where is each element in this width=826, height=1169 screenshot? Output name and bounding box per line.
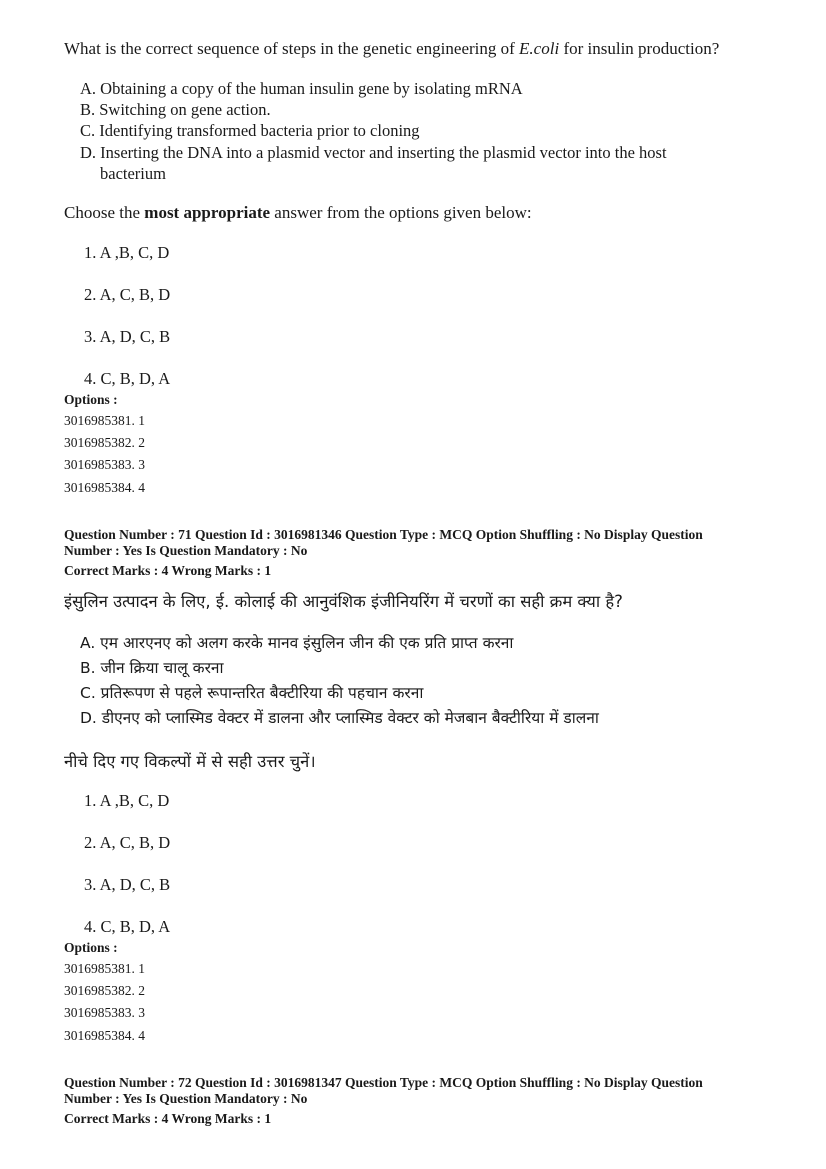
options-label: Options : bbox=[64, 940, 118, 955]
option-id-2: 3016985382. 2 bbox=[64, 435, 145, 450]
hindi-statement-d: D. डीएनए को प्लास्मिड वेक्टर में डालना और प्लास्मिड वेक्टर को मेजबान बैक्टीरिया में डालना bbox=[80, 709, 599, 727]
choose-instruction bbox=[64, 203, 532, 223]
hindi-question-text: इंसुलिन उत्पादन के लिए, ई. कोलाई की आनुवंशिक इंजीनियरिंग में चरणों का सही क्रम क्या है? bbox=[64, 592, 623, 611]
hindi-answer-option-4: 4. C, B, D, A bbox=[84, 917, 171, 936]
answer-option-2: 2. A, C, B, D bbox=[84, 285, 171, 304]
hindi-statement-c: C. प्रतिरूपण से पहले रूपान्तरित बैक्टीरिया की पहचान करना bbox=[80, 684, 424, 702]
options-label: Options : bbox=[64, 392, 118, 407]
hindi-choose-instruction: नीचे दिए गए विकल्पों में से सही उत्तर चुनें। bbox=[64, 752, 316, 771]
question-text bbox=[64, 39, 719, 59]
question-organism: E.coli bbox=[519, 39, 560, 58]
question-text-pre: What is the correct sequence of steps in the genetic engineering of bbox=[64, 39, 520, 58]
choose-bold: most appropriate bbox=[144, 203, 271, 222]
hindi-answer-option-2: 2. A, C, B, D bbox=[84, 833, 171, 852]
statement-b: B. Switching on gene action. bbox=[80, 100, 271, 119]
question-marks: Correct Marks : 4 Wrong Marks : 1 bbox=[64, 1111, 272, 1126]
hindi-answer-option-3: 3. A, D, C, B bbox=[84, 875, 171, 894]
statement-d-cont: bacterium bbox=[100, 164, 166, 183]
hindi-answer-option-1: 1. A ,B, C, D bbox=[84, 791, 170, 810]
choose-pre: Choose the bbox=[64, 203, 145, 222]
option-id-4: 3016985384. 4 bbox=[64, 1028, 145, 1043]
statement-d: D. Inserting the DNA into a plasmid vector and inserting the plasmid vector into the host bbox=[80, 143, 667, 162]
question-meta-line2: Number : Yes Is Question Mandatory : No bbox=[64, 1091, 308, 1106]
hindi-statement-a: A. एम आरएनए को अलग करके मानव इंसुलिन जीन की एक प्रति प्राप्त करना bbox=[80, 634, 514, 652]
answer-option-3: 3. A, D, C, B bbox=[84, 327, 171, 346]
statement-a: A. Obtaining a copy of the human insulin gene by isolating mRNA bbox=[80, 79, 523, 98]
option-id-3: 3016985383. 3 bbox=[64, 457, 145, 472]
choose-post: answer from the options given below: bbox=[270, 203, 532, 222]
question-meta-line2: Number : Yes Is Question Mandatory : No bbox=[64, 543, 308, 558]
hindi-statement-b: B. जीन क्रिया चालू करना bbox=[80, 659, 224, 677]
question-meta-line1: Question Number : 72 Question Id : 3016981347 Question Type : MCQ Option Shuffling : No Display Question bbox=[64, 1075, 703, 1090]
option-id-1: 3016985381. 1 bbox=[64, 961, 145, 976]
question-marks: Correct Marks : 4 Wrong Marks : 1 bbox=[64, 563, 272, 578]
answer-option-1: 1. A ,B, C, D bbox=[84, 243, 170, 262]
option-id-1: 3016985381. 1 bbox=[64, 413, 145, 428]
question-meta-line1: Question Number : 71 Question Id : 3016981346 Question Type : MCQ Option Shuffling : No Display Question bbox=[64, 527, 703, 542]
option-id-3: 3016985383. 3 bbox=[64, 1005, 145, 1020]
statement-c: C. Identifying transformed bacteria prior to cloning bbox=[80, 121, 420, 140]
question-text-post: for insulin production? bbox=[559, 39, 720, 58]
option-id-4: 3016985384. 4 bbox=[64, 480, 145, 495]
option-id-2: 3016985382. 2 bbox=[64, 983, 145, 998]
answer-option-4: 4. C, B, D, A bbox=[84, 369, 171, 388]
